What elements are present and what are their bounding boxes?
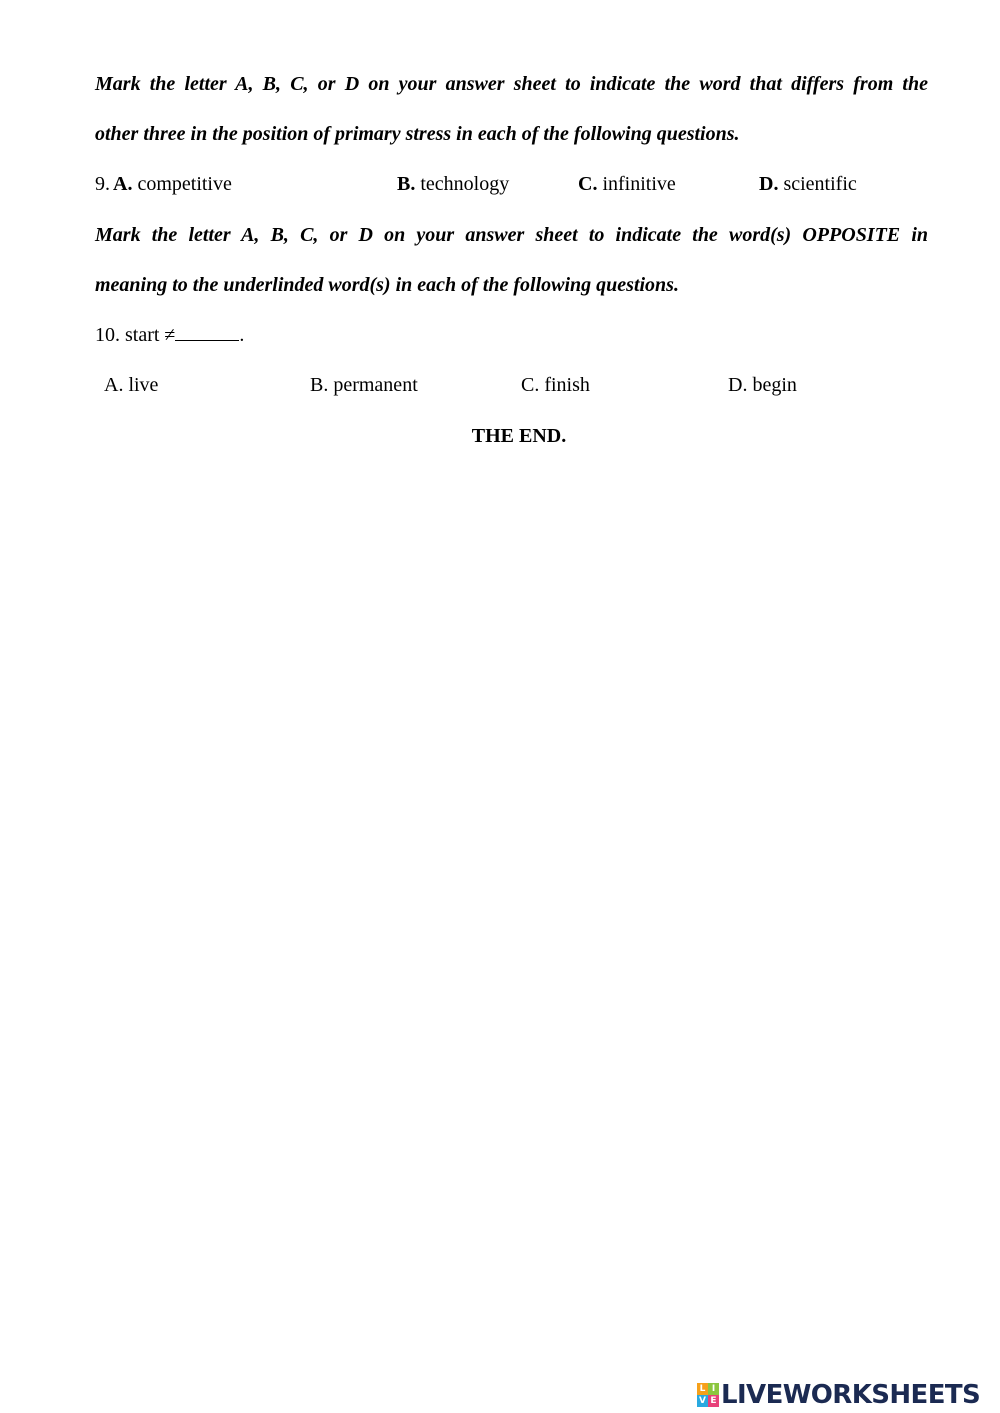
option-letter: B. bbox=[397, 173, 416, 195]
option-text: scientific bbox=[778, 173, 857, 195]
logo-icon-letter-i: I bbox=[708, 1383, 719, 1395]
instruction-stress-line2: other three in the position of primary stress in each of the following questions. bbox=[95, 123, 740, 145]
liveworksheets-logo-icon bbox=[697, 1383, 719, 1407]
option-text: infinitive bbox=[597, 173, 676, 195]
instruction-stress-line1: Mark the letter A, B, C, or D on your answer sheet to indicate the word that differs from the bbox=[95, 73, 928, 95]
question-9-option-d[interactable] bbox=[759, 171, 857, 197]
logo-icon-letter-l: L bbox=[697, 1383, 708, 1395]
question-10-period: . bbox=[239, 324, 245, 346]
liveworksheets-logo bbox=[697, 1378, 980, 1412]
option-letter: A. bbox=[113, 173, 133, 195]
answer-blank[interactable] bbox=[175, 323, 239, 341]
question-9-option-c[interactable] bbox=[578, 171, 676, 197]
the-end-heading: THE END. bbox=[471, 425, 567, 447]
liveworksheets-wordmark: LIVEWORKSHEETS bbox=[721, 1380, 981, 1410]
question-10-option-d[interactable]: D. begin bbox=[728, 374, 797, 396]
logo-icon-letter-e: E bbox=[708, 1395, 719, 1407]
logo-icon-letter-v: V bbox=[697, 1395, 708, 1407]
question-10-option-b[interactable]: B. permanent bbox=[310, 374, 418, 396]
option-text: competitive bbox=[132, 173, 232, 195]
question-10-option-a[interactable]: A. live bbox=[104, 374, 159, 396]
question-10-option-c[interactable]: C. finish bbox=[521, 374, 590, 396]
instruction-opposite-line2: meaning to the underlinded word(s) in each of the following questions. bbox=[95, 274, 679, 296]
question-10-stem bbox=[95, 322, 244, 348]
option-letter: D. bbox=[759, 173, 779, 195]
question-10-text: 10. start ≠ bbox=[95, 324, 176, 346]
question-9-option-b[interactable] bbox=[397, 171, 509, 197]
option-text: technology bbox=[415, 173, 510, 195]
question-9-number: 9. bbox=[95, 173, 110, 195]
question-9-option-a[interactable] bbox=[113, 171, 232, 197]
option-letter: C. bbox=[578, 173, 598, 195]
instruction-opposite-line1: Mark the letter A, B, C, or D on your answer sheet to indicate the word(s) OPPOSITE in bbox=[95, 224, 928, 246]
